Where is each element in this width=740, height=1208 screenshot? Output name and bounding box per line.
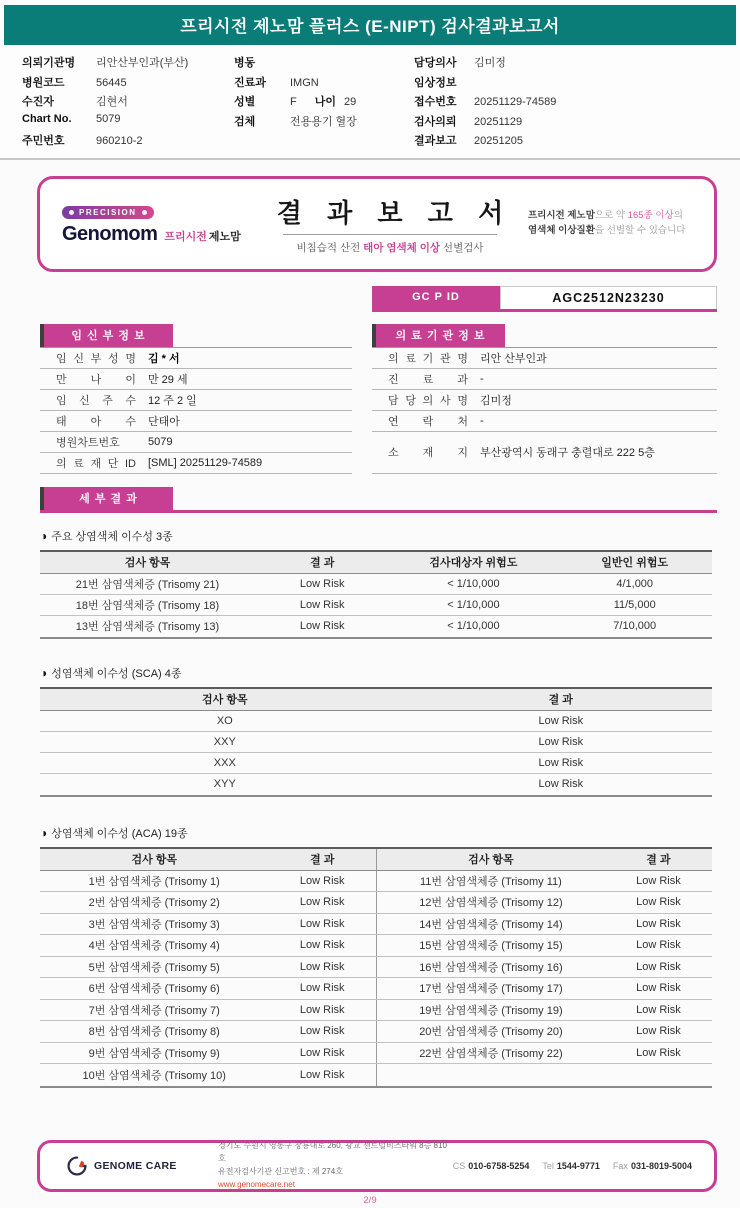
table-row: 3번 삼염색체증 (Trisomy 3) Low Risk 14번 삼염색체증 (Trisomy 14) Low Risk <box>40 914 712 936</box>
table-row: 진 료 과 - <box>372 369 717 390</box>
table-row: XYY Low Risk <box>213 778 584 790</box>
genomecare-logo <box>66 1155 218 1177</box>
genomecare-logo-icon <box>66 1155 88 1177</box>
badge-dot-icon <box>142 210 147 215</box>
table-row: 1번 삼염색체증 (Trisomy 1) Low Risk 11번 삼염색체증 (Trisomy 11) Low Risk <box>40 871 712 893</box>
table-row: 병원차트번호 5079 <box>40 432 352 453</box>
report-title: 결 과 보 고 서 <box>276 197 513 228</box>
info-tables <box>40 324 717 474</box>
footer-tel: Tel 1544-9771 <box>542 1161 600 1171</box>
page-title: 프리시전 제노맘 플러스 (E-NIPT) 검사결과보고서 <box>4 5 736 45</box>
footer-fax: Fax 031-8019-5004 <box>612 1161 692 1171</box>
field-hospital-code: 병원코드 56445 <box>22 76 127 89</box>
report-title-box <box>37 176 717 272</box>
brand-name: Genomom <box>62 222 158 245</box>
footer-cs: CS 010-6758-5254 <box>452 1161 530 1171</box>
table-row: 5번 삼염색체증 (Trisomy 5) Low Risk 16번 삼염색체증 (Trisomy 16) Low Risk <box>40 957 712 979</box>
table-row: 연 락 처 - <box>372 411 717 432</box>
gcpid-row <box>372 286 717 312</box>
report-title-center <box>252 193 528 255</box>
footer-address: 경기도 수원시 영통구 창룡대로 260, 광교 센트럴비즈타워 8층 810호 <box>218 1141 447 1164</box>
table-row: 6번 삼염색체증 (Trisomy 6) Low Risk 17번 삼염색체증 (Trisomy 17) Low Risk <box>40 978 712 1000</box>
field-request-date: 검사의뢰 20251129 <box>414 115 523 128</box>
footer <box>37 1140 717 1192</box>
field-receipt-no: 접수번호 20251129-74589 <box>414 96 557 108</box>
clinic-info-title: 의 료 기 관 정 보 <box>372 324 505 347</box>
field-sex-age: 성별 F 나이 29 <box>234 96 357 108</box>
table-row: 21번 삼염색체증 (Trisomy 21) Low Risk < 1/10,000 4/1,000 <box>40 574 712 595</box>
table-row: 만 나 이 만 29 세 <box>40 369 352 390</box>
field-ward: 병동 <box>234 57 256 69</box>
field-clinical-info: 임상정보 <box>414 76 457 89</box>
maternal-info-title: 임 신 부 정 보 <box>40 324 173 347</box>
genomom-logo <box>40 202 252 246</box>
table-row: 4번 삼염색체증 (Trisomy 4) Low Risk 15번 삼염색체증 (Trisomy 15) Low Risk <box>40 935 712 957</box>
sca-table <box>40 687 712 797</box>
badge-dot-icon <box>69 210 74 215</box>
precision-badge: PRECISION <box>62 206 154 219</box>
page-number: 2/9 <box>363 1195 377 1206</box>
table-row: 소 재 지 부산광역시 동래구 충렬대로 222 5층 <box>372 432 717 474</box>
table-row: 9번 삼염색체증 (Trisomy 9) Low Risk 22번 삼염색체증 (Trisomy 22) Low Risk <box>40 1043 712 1065</box>
aca-heading: ◑ 상염색체 이수성 (ACA) 19종 <box>40 825 188 840</box>
field-specimen: 검체 전용용기 혈장 <box>234 115 357 128</box>
half-circle-icon: ◑ <box>40 665 48 680</box>
main-aneuploidy-table <box>40 550 712 639</box>
main-aneuploidy-heading: ◑ 주요 상염색체 이수성 3종 <box>40 528 173 543</box>
sca-heading: ◑ 성염색체 이수성 (SCA) 4종 <box>40 665 182 680</box>
footer-contacts <box>453 1161 692 1171</box>
patient-header-col1 <box>22 54 234 148</box>
table-row: 10번 삼염색체증 (Trisomy 10) Low Risk <box>40 1064 712 1086</box>
field-requesting-org: 의뢰기관명 리안산부인과(부산) <box>22 57 189 69</box>
report-page-header <box>0 0 740 160</box>
footer-website-link[interactable]: www.genomecare.net <box>218 1179 295 1189</box>
table-row: 2번 삼염색체증 (Trisomy 2) Low Risk 12번 삼염색체증 (Trisomy 12) Low Risk <box>40 892 712 914</box>
footer-license: 유전자검사기관 신고번호 : 제 274호 <box>218 1167 343 1176</box>
field-report-date: 결과보고 20251205 <box>414 135 523 147</box>
table-row: XO Low Risk <box>40 711 712 732</box>
table-row: 의 료 재 단 ID [SML] 20251129-74589 <box>40 453 352 474</box>
half-circle-icon: ◑ <box>40 825 48 840</box>
detailed-results-section <box>40 487 717 513</box>
report-note-line1: 프리시전 제노맘으로 약 165종 이상의 <box>528 209 683 221</box>
table-row: XXY Low Risk <box>40 732 712 753</box>
table-row: 태 아 수 단태아 <box>40 411 352 432</box>
patient-header-col3 <box>414 54 720 148</box>
clinic-info-table <box>372 324 717 474</box>
half-circle-icon: ◑ <box>40 528 48 543</box>
field-doctor: 담당의사 김미정 <box>414 57 506 69</box>
table-row: XXX Low Risk <box>40 753 712 774</box>
table-row: 18번 삼염색체증 (Trisomy 18) Low Risk < 1/10,000 11/5,000 <box>40 595 712 616</box>
table-row: 의 료 기 관 명 리안 산부인과 <box>372 348 717 369</box>
table-row: 임 신 주 수 12 주 2 일 <box>40 390 352 411</box>
table-header-row: 검사 항목 결 과 <box>40 689 712 711</box>
field-chart-no: Chart No. 5079 <box>22 112 121 125</box>
brand-line: Genomom 프리시전 제노맘 <box>62 222 241 245</box>
aca-table <box>40 847 712 1088</box>
table-row: 8번 삼염색체증 (Trisomy 8) Low Risk 20번 삼염색체증 (Trisomy 20) Low Risk <box>40 1021 712 1043</box>
table-header-row: 검사 항목 결 과 검사대상자 위험도 일반인 위험도 <box>40 552 712 574</box>
table-row: 임 신 부 성 명 김 * 서 <box>40 348 352 369</box>
footer-address-block <box>218 1140 453 1191</box>
table-header-row: 검사 항목 결 과 검사 항목 결 과 <box>40 849 712 871</box>
genomecare-logo-text: GENOME CARE <box>94 1160 177 1172</box>
report-subtitle: 비침습적 산전 태아 염색체 이상 선별검사 <box>283 234 497 255</box>
table-row: 담 당 의 사 명 김미정 <box>372 390 717 411</box>
patient-header-col2 <box>234 54 414 148</box>
table-row: 7번 삼염색체증 (Trisomy 7) Low Risk 19번 삼염색체증 (Trisomy 19) Low Risk <box>40 1000 712 1022</box>
detailed-results-title: 세 부 결 과 <box>40 487 173 510</box>
report-note <box>528 209 714 238</box>
table-row: 13번 삼염색체증 (Trisomy 13) Low Risk < 1/10,000 7/10,000 <box>75 620 657 633</box>
field-department: 진료과 IMGN <box>234 76 319 89</box>
gcpid-label: GC P ID <box>372 286 500 309</box>
patient-header-grid <box>4 45 736 148</box>
field-examinee: 수진자 김현서 <box>22 96 128 108</box>
field-resident-no: 주민번호 960210-2 <box>22 135 143 147</box>
report-note-line2: 염색체 이상질환을 선별할 수 있습니다 <box>528 224 686 236</box>
maternal-info-table <box>40 324 352 474</box>
gcpid-value: AGC2512N23230 <box>500 286 717 309</box>
